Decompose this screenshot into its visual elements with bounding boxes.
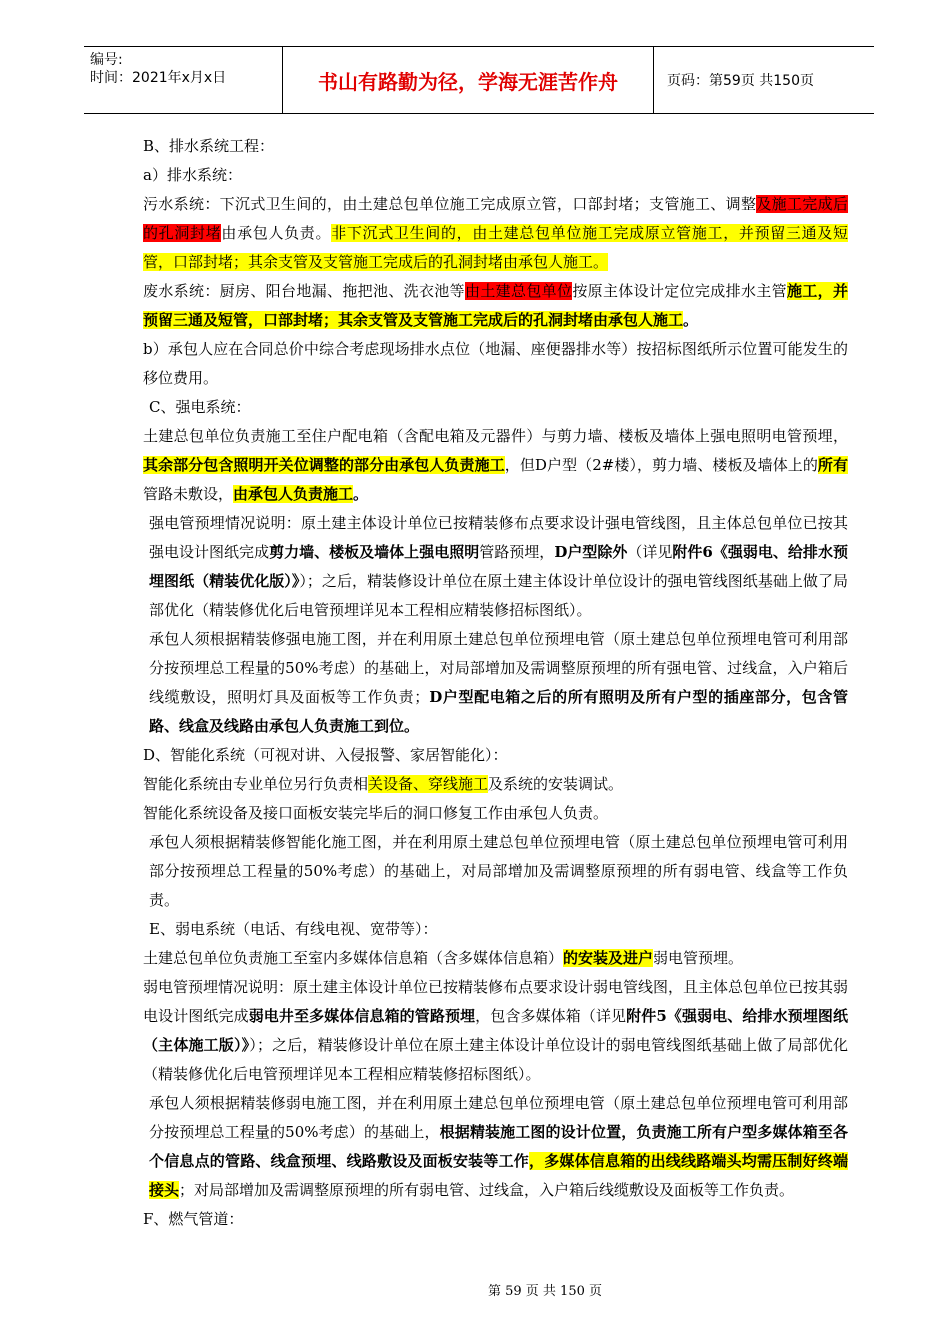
e2-text-5: ）；之后，精装修设计单位在原土建主体设计单位设计的弱电管线图纸基础上做了局部优化（精装修优化后电管预埋详见本工程相应精装修招标图纸）。 xyxy=(143,1036,848,1083)
header-page-info: 页码：第59页 共150页 xyxy=(667,73,814,89)
c3-bold-1: D户型配电箱之后的所有照明及所有户型的插座部分，包含管路、线盒及线路由承包人负责施工到位。 xyxy=(149,688,848,735)
footer-page-number: 第 59 页 共 150 页 xyxy=(487,1284,603,1299)
waste-yellow-highlight: 施工，并预留三通及短管，口部封堵；其余支管及支管施工完成后的孔洞封堵由承包人施工 xyxy=(143,282,848,329)
e2-bold-1: 弱电井至多媒体信息箱的管路预埋 xyxy=(248,1007,476,1025)
e3-text-4: ；对局部增加及需调整原预埋的所有弱电管、过线盒，入户箱后线缆敷设及面板等工作负责。 xyxy=(179,1181,795,1199)
e3-highlight: ，多媒体信息箱的出线线路端头均需压制好终端接头 xyxy=(149,1152,848,1199)
waste-paragraph xyxy=(113,277,848,335)
e2-bold-2: 附件5《强弱电、给排水预埋图纸（主体施工版）》 xyxy=(143,1007,848,1054)
c2-bold-2: D户型除外 xyxy=(554,543,628,561)
c2-bold-3: 附件6《强弱电、给排水预埋图纸（精装优化版）》 xyxy=(149,543,848,590)
e3-text-1: 承包人须根据精装修弱电施工图，并在利用原土建总包单位预埋电管（原土建总包单位预埋电管可利用部分按预埋总工程量的50%考虑）的基础上， xyxy=(149,1094,848,1141)
d1-highlight: 关设备、穿线施工 xyxy=(368,775,489,793)
e1-highlight: 的安装及进户 xyxy=(563,949,654,967)
section-c-paragraph-1 xyxy=(113,422,848,509)
c1-highlight-3: 由承包人负责施工 xyxy=(233,485,354,503)
e1-text-3: 弱电管预埋。 xyxy=(653,949,744,967)
c3-text-1: 承包人须根据精装修强电施工图，并在利用原土建总包单位预埋电管（原土建总包单位预埋电管可利用部分按预埋总工程量的50%考虑）的基础上，对局部增加及需调整原预埋的所有强电管、过线盒，入户箱后线缆敷设，照明灯具及面板等工作负责； xyxy=(149,630,848,706)
sewage-text-1: 污水系统：下沉式卫生间的，由土建总包单位施工完成原立管，口部封堵；支管施工、调整 xyxy=(143,195,757,213)
c1-highlight-1: 其余部分包含照明开关位调整的部分由承包人负责施工 xyxy=(143,456,505,474)
section-d-paragraph-3: 承包人须根据精装修智能化施工图，并在利用原土建总包单位预埋电管（原土建总包单位预埋电管可利用部分按预埋总工程量的50%考虑）的基础上，对局部增加及需调整原预埋的所有弱电管、线盒等工作负责。 xyxy=(149,833,848,909)
page-header xyxy=(84,46,874,114)
waste-text-3: 按原主体设计定位完成排水主管 xyxy=(572,282,787,300)
date-line: 时间：2021年x月x日 xyxy=(90,70,227,86)
page-footer xyxy=(0,1280,950,1299)
c1-text-1: 土建总包单位负责施工至住户配电箱（含配电箱及元器件）与剪力墙、楼板及墙体上强电照明电管预埋， xyxy=(143,427,848,445)
e1-text-1: 土建总包单位负责施工至室内多媒体信息箱（含多媒体信息箱） xyxy=(143,949,564,967)
waste-text-5: 。 xyxy=(683,311,699,329)
section-e-paragraph-2 xyxy=(113,973,848,1089)
c2-text-1: 强电管预埋情况说明：原土建主体设计单位已按精装修布点要求设计强电管线图，且主体总包单位已按其强电设计图纸完成 xyxy=(149,514,848,561)
c1-highlight-2: 所有 xyxy=(817,456,848,474)
sewage-text-3: 由承包人负责。 xyxy=(221,224,332,242)
section-b-title: B、排水系统工程： xyxy=(143,137,275,155)
e3-bold-1: 根据精装施工图的设计位置，负责施工所有户型多媒体箱至各个信息点的管路、线盒预埋、线路敷设及面板安装等工作 xyxy=(149,1123,848,1170)
section-d-paragraph-1 xyxy=(113,770,848,799)
document-body xyxy=(113,132,848,1234)
section-e-paragraph-3 xyxy=(113,1089,848,1205)
c1-text-5: 管路未敷设， xyxy=(143,485,234,503)
section-d-title: D、智能化系统（可视对讲、入侵报警、家居智能化）： xyxy=(143,746,508,764)
c2-text-7: ）；之后，精装修设计单位在原土建主体设计单位设计的强电管线图纸基础上做了局部优化（精装修优化后电管预埋详见本工程相应精装修招标图纸）。 xyxy=(149,572,848,619)
section-c-paragraph-3 xyxy=(113,625,848,741)
sewage-paragraph xyxy=(113,190,848,277)
d1-text-1: 智能化系统由专业单位另行负责相 xyxy=(143,775,369,793)
e2-text-1: 弱电管预埋情况说明：原土建主体设计单位已按精装修布点要求设计弱电管线图，且主体总包单位已按其弱电设计图纸完成 xyxy=(143,978,849,1025)
sewage-yellow-highlight: 非下沉式卫生间的，由土建总包单位施工完成原立管施工，并预留三通及短管，口部封堵；其余支管及支管施工完成后的孔洞封堵由承包人施工。 xyxy=(143,224,848,271)
section-d-paragraph-2: 智能化系统设备及接口面板安装完毕后的洞口修复工作由承包人负责。 xyxy=(143,804,609,822)
section-e-paragraph-1 xyxy=(113,944,848,973)
section-f-title: F、燃气管道： xyxy=(143,1210,244,1228)
d1-text-3: 及系统的安装调试。 xyxy=(488,775,624,793)
c1-text-7: 。 xyxy=(353,485,369,503)
section-c-title: C、强电系统： xyxy=(149,398,251,416)
section-b-note: b）承包人应在合同总价中综合考虑现场排水点位（地漏、座便器排水等）按招标图纸所示位置可能发生的移位费用。 xyxy=(143,340,848,387)
subsection-a-title: a）排水系统： xyxy=(143,166,242,184)
section-e-title: E、弱电系统（电话、有线电视、宽带等）： xyxy=(149,920,438,938)
section-c-paragraph-2 xyxy=(113,509,848,625)
c2-bold-1: 剪力墙、楼板及墙体上强电照明 xyxy=(269,543,480,561)
waste-text-1: 废水系统：厨房、阳台地漏、拖把池、洗衣池等 xyxy=(143,282,465,300)
header-motto: 书山有路勤为径，学海无涯苦作舟 xyxy=(282,47,654,113)
waste-red-highlight: 由土建总包单位 xyxy=(464,282,573,300)
sewage-red-highlight: 及施工完成后的孔洞封堵 xyxy=(143,195,848,242)
c1-text-3: ，但D户型（2#楼），剪力墙、楼板及墙体上的 xyxy=(504,456,818,474)
c2-text-3: 管路预埋， xyxy=(479,543,555,561)
e2-text-3: ，包含多媒体箱（详见 xyxy=(475,1007,627,1025)
c2-text-5: （详见 xyxy=(627,543,673,561)
header-meta xyxy=(84,47,282,113)
code-label: 编号: xyxy=(90,52,123,68)
